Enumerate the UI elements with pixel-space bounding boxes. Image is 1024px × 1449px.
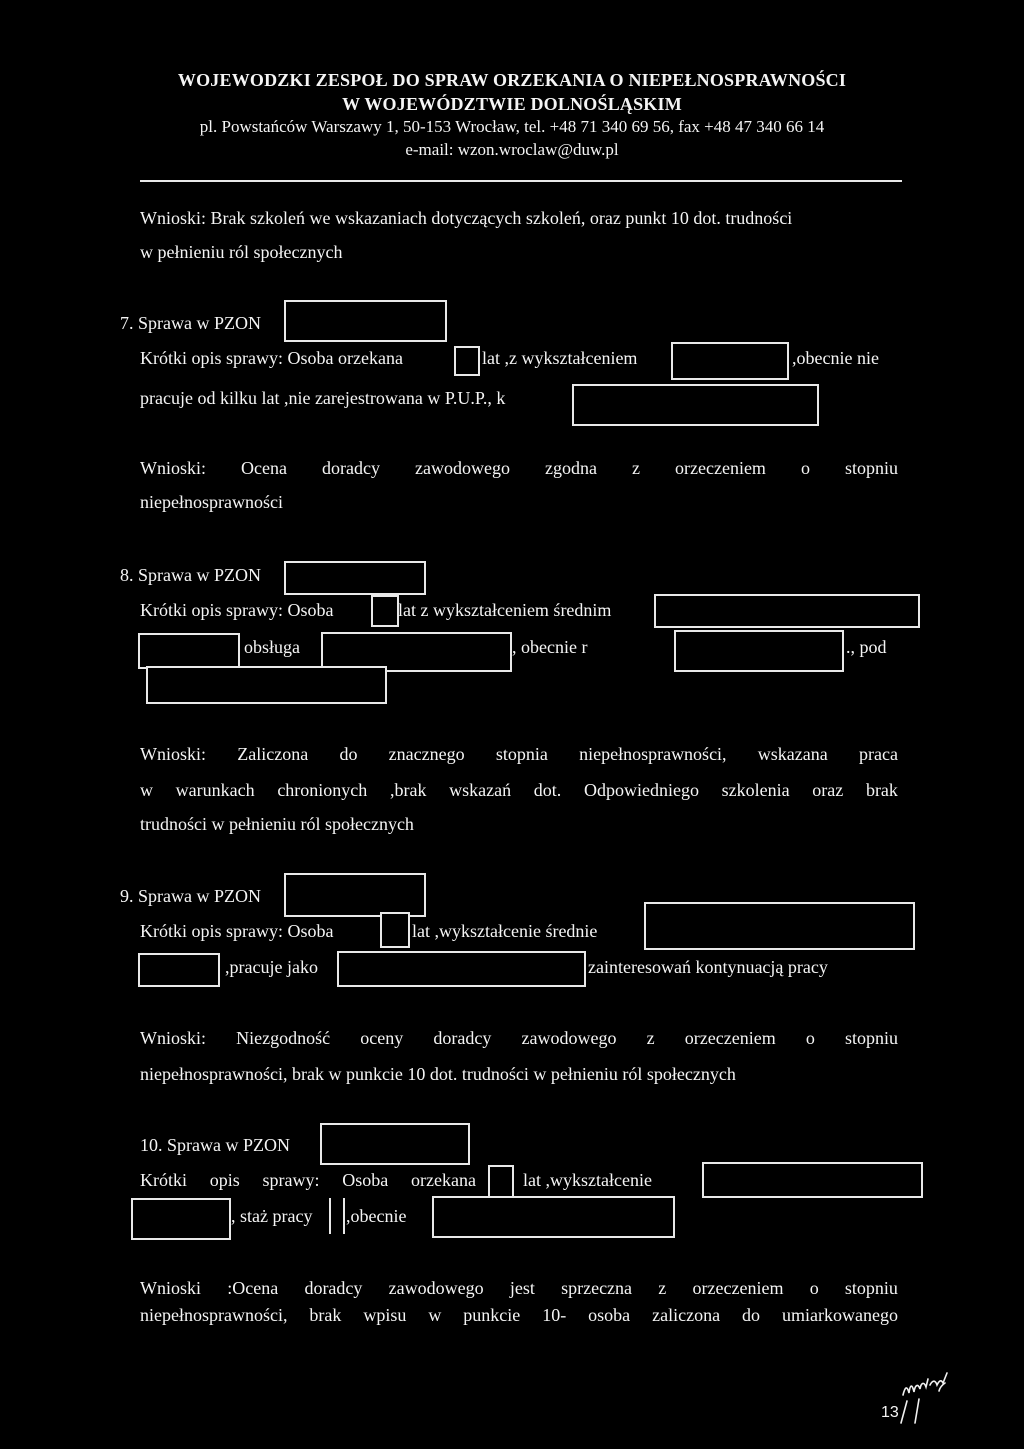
word: Wnioski: [140,744,206,764]
redaction-box [371,595,399,627]
word: praca [859,744,898,764]
redaction-box [488,1165,514,1199]
word: doradcy [304,1278,363,1298]
word: wskazań [449,780,512,800]
word: Ocena [241,458,287,478]
redaction-box [454,346,480,376]
handwritten-signature [895,1365,965,1425]
org-address: pl. Powstańców Warszawy 1, 50-153 Wrocław, tel. +48 71 340 69 56, fax +48 47 340 66 14 [199,117,825,136]
word: doradcy [322,458,380,478]
case10-desc-c: , staż pracy [231,1206,313,1226]
word: Osoba [342,1170,389,1190]
redaction-box [432,1196,675,1238]
case9-desc-b: lat ,wykształcenie średnie [412,921,598,941]
word: znacznego [388,744,465,764]
case8-desc-d: , obecnie r [512,637,588,657]
redaction-box [572,384,819,426]
word: o [809,1278,819,1298]
word: dot. [533,780,562,800]
word: brak [865,780,898,800]
word: zaliczona [652,1305,721,1325]
word: sprawy: [262,1170,320,1190]
redaction-box [284,300,447,342]
case7-heading: 7. Sprawa w PZON [120,313,261,333]
case7-conclusion-line2: niepełnosprawności [140,492,283,512]
word: Wnioski: [140,1028,206,1048]
case10-desc-b: lat ,wykształcenie [523,1170,652,1190]
org-email: e-mail: wzon.wroclaw@duw.pl [405,140,619,159]
case9-desc-c: ,pracuje jako [225,957,318,977]
case8-heading: 8. Sprawa w PZON [120,565,261,585]
redaction-box [138,633,240,669]
case8-conclusion-line3: trudności w pełnieniu ról społecznych [140,814,414,834]
redaction-box [380,912,410,948]
word: umiarkowanego [781,1305,898,1325]
word: zawodowego [415,458,510,478]
redaction-box [320,1123,470,1165]
word: opis [209,1170,240,1190]
word: Krótki [140,1170,187,1190]
word: warunkach [175,780,255,800]
word: o [805,1028,815,1048]
word: stopniu [844,1278,898,1298]
word: ,brak [389,780,427,800]
word: orzeczeniem [675,458,766,478]
word: Zaliczona [237,744,309,764]
word: o [800,458,810,478]
word: niepełnosprawności, [140,1305,288,1325]
word: zgodna [544,458,597,478]
case8-desc-b: lat z wykształceniem średnim [398,600,612,620]
word: Wnioski [140,1278,201,1298]
case8-desc-c: obsługa [244,637,300,657]
word: Wnioski: [140,458,206,478]
word: punkcie [463,1305,521,1325]
case9-heading: 9. Sprawa w PZON [120,886,261,906]
redaction-box [671,342,789,380]
case7-conclusion-line1 [140,458,898,479]
word: Odpowiedniego [583,780,699,800]
word: :Ocena [227,1278,279,1298]
case10-conclusion-line1 [140,1278,898,1299]
word: z [658,1278,667,1298]
word: Niezgodność [236,1028,331,1048]
page-number: 13 [881,1404,899,1421]
case9-desc-a: Krótki opis sprawy: Osoba [140,921,334,941]
case10-heading: 10. Sprawa w PZON [140,1135,290,1155]
word: brak [309,1305,342,1325]
word: do [742,1305,761,1325]
case7-desc-d: pracuje od kilku lat ,nie zarejestrowana w P.U.P., k [140,388,506,408]
redaction-box [138,953,220,987]
word: z [646,1028,655,1048]
case10-desc-a [140,1170,476,1191]
case8-conclusion-line1 [140,744,898,765]
case7-desc-c: ,obecnie nie [792,348,879,368]
word: w [428,1305,442,1325]
case8-desc-a: Krótki opis sprawy: Osoba [140,600,334,620]
word: wskazana [757,744,828,764]
word: szkolenia [721,780,790,800]
redaction-box [131,1198,231,1240]
word: stopniu [844,458,898,478]
redaction-box [654,594,920,628]
redaction-box [329,1198,345,1234]
org-name-line2: W WOJEWÓDZTWIE DOLNOŚLĄSKIM [342,94,682,114]
word: oraz [812,780,844,800]
word: jest [509,1278,535,1298]
word: stopnia [495,744,548,764]
redaction-box [284,873,426,917]
org-name-line1: WOJEWODZKI ZESPOŁ DO SPRAW ORZEKANIA O NIEPEŁNOSPRAWNOŚCI [177,70,847,90]
word: w [140,780,153,800]
header-divider [140,180,902,182]
case9-conclusion-line1 [140,1028,898,1049]
word: zawodowego [388,1278,484,1298]
case8-conclusion-line2 [140,780,898,801]
case9-desc-d: zainteresowań kontynuacją pracy [588,957,828,977]
case10-desc-d: ,obecnie [346,1206,407,1226]
word: chronionych [277,780,368,800]
word: orzeczeniem [684,1028,776,1048]
case10-conclusion-line2 [140,1305,898,1326]
word: orzekana [411,1170,476,1190]
redaction-box [284,561,426,595]
word: wpisu [363,1305,407,1325]
redaction-box [337,951,586,987]
prev-conclusion-line1: Wnioski: Brak szkoleń we wskazaniach dotyczących szkoleń, oraz punkt 10 dot. trudności [140,208,793,228]
word: do [339,744,358,764]
word: niepełnosprawności, [579,744,727,764]
word: zawodowego [521,1028,617,1048]
word: doradcy [433,1028,492,1048]
case7-desc-b: lat ,z wykształceniem [482,348,638,368]
word: stopniu [844,1028,898,1048]
word: sprzeczna [561,1278,633,1298]
word: z [631,458,640,478]
case7-desc-a: Krótki opis sprawy: Osoba orzekana [140,348,403,368]
prev-conclusion-line2: w pełnieniu ról społecznych [140,242,343,262]
word: 10- [542,1305,567,1325]
word: orzeczeniem [692,1278,784,1298]
redaction-box [702,1162,923,1198]
redaction-box [674,630,844,672]
word: osoba [588,1305,631,1325]
case9-conclusion-line2: niepełnosprawności, brak w punkcie 10 dot. trudności w pełnieniu ról społecznych [140,1064,736,1084]
word: oceny [360,1028,404,1048]
redaction-box [644,902,915,950]
redaction-box [146,666,387,704]
case8-desc-e: ., pod [846,637,887,657]
